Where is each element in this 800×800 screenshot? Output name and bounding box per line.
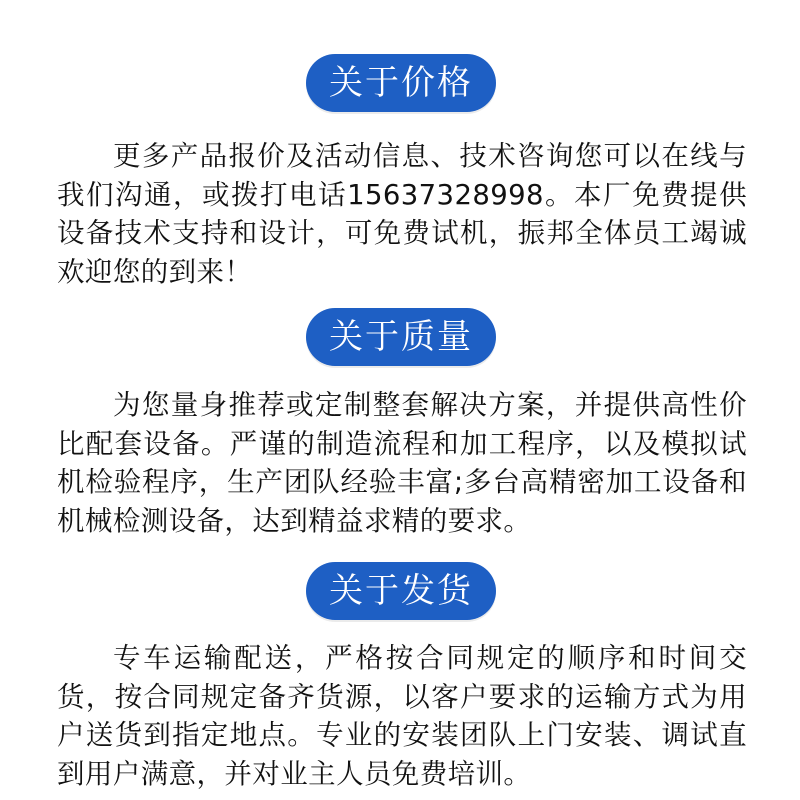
shipping-heading-badge: 关于发货 <box>306 562 496 620</box>
price-heading-badge: 关于价格 <box>306 54 496 112</box>
quality-paragraph: 为您量身推荐或定制整套解决方案，并提供高性价比配套设备。严谨的制造流程和加工程序，以及模拟试机检验程序，生产团队经验丰富;多台高精密加工设备和机械检测设备，达到精益求精的要求。 <box>57 389 747 537</box>
shipping-paragraph: 专车运输配送，严格按合同规定的顺序和时间交货，按合同规定备齐货源，以客户要求的运输方式为用户送货到指定地点。专业的安装团队上门安装、调试直到用户满意，并对业主人员免费培训。 <box>57 642 747 790</box>
quality-heading-badge: 关于质量 <box>306 308 496 366</box>
price-paragraph: 更多产品报价及活动信息、技术咨询您可以在线与我们沟通，或拨打电话15637328998。本厂免费提供设备技术支持和设计，可免费试机，振邦全体员工竭诚欢迎您的到来！ <box>57 140 747 288</box>
